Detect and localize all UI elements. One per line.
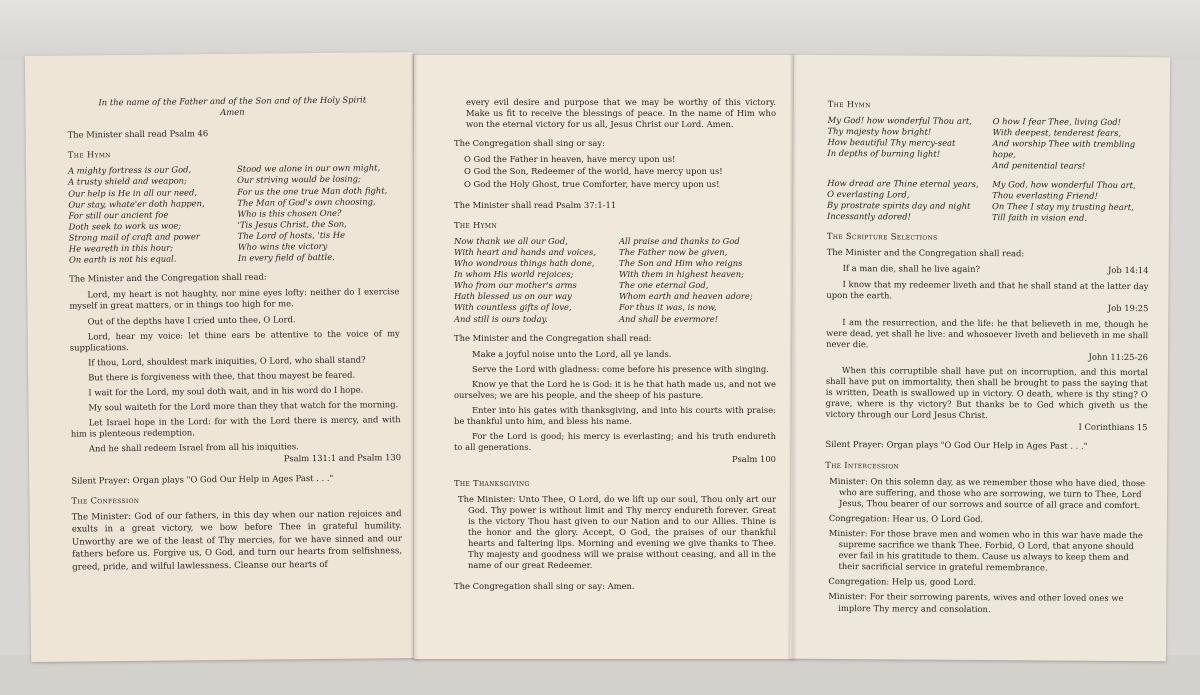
- psalm-verse: Enter into his gates with thanksgiving, and into his courts with praise: be thankful unto him, and bless his name.: [454, 405, 776, 427]
- hymn-line: Our striving would be losing;: [237, 174, 361, 186]
- hymn-line: With deepest, tenderest fears,: [992, 127, 1122, 139]
- hymn-line: For thus it was, is now,: [619, 302, 717, 313]
- psalm-verse: Out of the depths have I cried unto thee, O Lord.: [87, 313, 296, 326]
- hymn-column-2: [619, 236, 776, 325]
- hymn-line: By prostrate spirits day and night: [827, 199, 971, 211]
- psalm37-note: The Minister shall read Psalm 37:1-11: [454, 199, 617, 210]
- hymn-heading: The Hymn: [454, 219, 497, 230]
- read-note: The Minister and the Congregation shall read:: [454, 332, 652, 343]
- thanksgiving-heading: The Thanksgiving: [454, 477, 530, 488]
- hymn-line: The one eternal God,: [619, 280, 709, 291]
- hymn-heading: The Hymn: [827, 98, 871, 110]
- hymn-line: In whom His world rejoices;: [454, 269, 574, 280]
- read-note: The Minister and the Congregation shall read:: [69, 271, 267, 284]
- hymn-stanza-2: [827, 177, 1149, 224]
- hymn-line: He weareth in this hour;: [68, 242, 174, 254]
- psalm-verse: Serve the Lord with gladness: come before his presence with singing.: [472, 363, 769, 374]
- psalm-verse: I wait for the Lord, my soul doth wait, and in his word do I hope.: [88, 384, 364, 398]
- hymn-column-1: [454, 236, 611, 325]
- scripture-text: I know that my redeemer liveth and that he shall stand at the latter day upon the earth.: [826, 279, 1149, 301]
- hymn-line: Strong mail of craft and power: [68, 231, 200, 243]
- thanksgiving-text: The Minister: Unto Thee, O Lord, do we lift up our soul, Thou only art our God. Thy power is without limit and Thy mercy endureth forever. Great is the victory Thou hast given to our Nation and to our Allies. Thine is the honor and the glory. Accept, O God, the praises of our thankful hearts and faltering lips. Morning and evening we give thanks to Thee. Thy majesty and goodness will we praise without ceasing, and all in the name of our great Redeemer.: [458, 493, 776, 571]
- program-panel-left: [25, 52, 419, 662]
- hymn-line: Who wins the victory: [237, 240, 328, 252]
- hymn-column-1: [827, 177, 984, 222]
- hymn-line: The Lord of hosts, 'tis He: [237, 229, 346, 241]
- hymn-line: How dread are Thine eternal years,: [827, 177, 979, 189]
- scripture-reference: Job 14:14: [1108, 265, 1149, 276]
- hymn-line: 'Tis Jesus Christ, the Son,: [237, 218, 347, 230]
- hymn-line: In every field of battle.: [237, 251, 335, 263]
- hymn-line: The Son and Him who reigns: [619, 258, 743, 269]
- psalm-verse: For the Lord is good; his mercy is everlasting; and his truth endureth to all generations.: [454, 431, 776, 453]
- hymn-line: O everlasting Lord,: [827, 188, 910, 200]
- hymn-line: Whom earth and heaven adore;: [619, 291, 753, 302]
- hymn-line: The Father now be given,: [619, 246, 728, 257]
- intercession-response: Congregation: Hear us, O Lord God.: [828, 512, 984, 524]
- intercession-minister: Minister: On this solemn day, as we remember those who have died, those who are suffering, and those who are sorrowing, we turn to Thee, Lord Jesus, Thou bearer of our sorrows and source of all grace and comfort.: [829, 475, 1146, 510]
- hymn-line: With them in highest heaven;: [619, 269, 744, 280]
- hymn-line: On Thee I stay my trusting heart,: [992, 200, 1134, 212]
- scripture-text: I am the resurrection, and the life: he that believeth in me, though he were dead, yet shall he live: and whosoever liveth and believeth in me shall never die.: [826, 316, 1149, 349]
- scripture-text: If a man die, shall he live again?: [842, 263, 981, 275]
- confession-continuation: every evil desire and purpose that we may be worthy of this victory. Make us fit to receive the blessings of peace. In the name of Him who won the eternal victory for us all, Jesus Christ our Lord. Amen.: [466, 97, 776, 130]
- hymn-line: And still is ours today.: [454, 313, 548, 324]
- fold-crease-left: [411, 54, 417, 659]
- scripture-heading: The Scripture Selections: [826, 230, 938, 242]
- hymn-verses: [454, 236, 776, 325]
- hymn-line: With countless gifts of love,: [454, 302, 572, 313]
- hymn-column-1: [827, 115, 984, 172]
- kyrie-line: O God the Holy Ghost, true Comforter, have mercy upon us!: [464, 178, 720, 189]
- hymn-line: Thy majesty how bright!: [827, 126, 932, 137]
- scripture-reference: Job 19:25: [1107, 303, 1149, 314]
- hymn-line: My God, how wonderful Thou art,: [992, 178, 1136, 190]
- amen-note: The Congregation shall sing or say: Amen.: [454, 581, 635, 592]
- read-note: The Minister and the Congregation shall read:: [826, 246, 1025, 259]
- silent-prayer: Silent Prayer: Organ plays "O God Our Help in Ages Past . . .": [825, 439, 1088, 452]
- hymn-line: Who is this chosen One?: [237, 207, 342, 219]
- hymn-column-2: [992, 116, 1149, 173]
- hymn-line: And worship Thee with trembling hope,: [992, 138, 1136, 160]
- hymn-line: And shall be evermore!: [619, 313, 719, 324]
- hymn-line: For still our ancient foe: [68, 209, 169, 221]
- hymn-line: With heart and hands and voices,: [454, 246, 596, 257]
- scripture-selection: [827, 263, 1149, 276]
- hymn-line: Thou everlasting Friend!: [992, 189, 1098, 201]
- psalm-verse: But there is forgiveness with thee, that thou mayest be feared.: [88, 369, 356, 383]
- invocation: In the name of the Father and of the Son and of the Holy Spirit: [98, 94, 367, 108]
- psalm-verse: Know ye that the Lord he is God: it is he that hath made us, and not we ourselves; we are his people, and the sheep of his pasture.: [454, 378, 776, 400]
- psalm-verse: Make a joyful noise unto the Lord, all ye lands.: [472, 348, 672, 359]
- psalm-verse: Lord, my heart is not haughty, nor mine eyes lofty: neither do I exercise myself in great matters, or in things too high for me.: [69, 286, 400, 312]
- program-panel-middle: [414, 55, 794, 659]
- hymn-verses: [68, 163, 399, 266]
- scripture-reference: John 11:25-26: [1088, 351, 1149, 362]
- hymn-line: My God! how wonderful Thou art,: [827, 115, 972, 127]
- psalm-citation: Psalm 131:1 and Psalm 130: [283, 452, 402, 464]
- hymn-line: On earth is not his equal.: [68, 253, 177, 265]
- hymn-line: Who wondrous things hath done,: [454, 258, 595, 269]
- fold-crease-right: [790, 54, 796, 659]
- psalm-verse: If thou, Lord, shouldest mark iniquities, O Lord, who shall stand?: [87, 354, 366, 368]
- hymn-stanza-1: [827, 115, 1149, 173]
- intercession-minister: Minister: For those brave men and women who in this war have made the supreme sacrifice we thank Thee. Forbid, O Lord, that anyone should ever fail in his gratitude to them. Cause us always to keep them and their sacrificial service in grateful remembrance.: [828, 527, 1143, 573]
- silent-prayer: Silent Prayer: Organ plays "O God Our Help in Ages Past . . .": [71, 472, 334, 486]
- hymn-line: A mighty fortress is our God,: [67, 164, 192, 176]
- background-bottom: [0, 655, 1200, 695]
- hymn-line: Incessantly adored!: [826, 210, 911, 222]
- hymn-column-1: [68, 164, 230, 266]
- hymn-line: Stood we alone in our own might,: [236, 162, 381, 175]
- hymn-line: In depths of burning light!: [827, 148, 941, 160]
- psalm46-note: The Minister shall read Psalm 46: [67, 128, 209, 140]
- hymn-line: Now thank we all our God,: [454, 235, 568, 246]
- hymn-line: How beautiful Thy mercy-seat: [827, 137, 956, 149]
- invocation-amen: Amen: [220, 106, 245, 118]
- kyrie-line: O God the Father in heaven, have mercy upon us!: [464, 154, 676, 165]
- confession-text: The Minister: God of our fathers, in this day when our nation rejoices and exults in a great victory, we bow before Thee in grateful humility. Unworthy are we of the least of Thy mercies, for we have sinned and our fathers before us. Forgive us, O God, and turn our hearts from selfishness, greed, pride, and wilful lawlessness. Cleanse our hearts of: [71, 508, 403, 573]
- hymn-line: Till faith in vision end.: [991, 211, 1088, 223]
- hymn-line: Hath blessed us on our way: [454, 291, 572, 302]
- kyrie-line: O God the Son, Redeemer of the world, have mercy upon us!: [464, 166, 723, 177]
- intercession-response: Congregation: Help us, good Lord.: [828, 576, 977, 588]
- hymn-line: Our help is He in all our need,: [68, 186, 198, 199]
- scripture-text: When this corruptible shall have put on incorruption, and this mortal shall have put on immortality, then shall be brought to pass the saying that is written, Death is swallowed up in victory. O death, where is thy sting? O grave, where is thy victory? But thanks be to God which giveth us the victory through our Lord Jesus Christ.: [825, 364, 1148, 421]
- psalm-verse: And he shall redeem Israel from all his iniquities.: [88, 441, 299, 454]
- intercession-heading: The Intercession: [825, 459, 900, 470]
- hymn-line: Our stay, whate'er doth happen,: [68, 197, 205, 210]
- hymn-line: All praise and thanks to God: [619, 235, 740, 246]
- hymn-line: And penitential tears!: [992, 160, 1086, 172]
- congregation-note: The Congregation shall sing or say:: [454, 138, 605, 149]
- psalm-verse: Let Israel hope in the Lord: for with the Lord there is mercy, and with him is plenteous redemption.: [70, 414, 401, 439]
- hymn-line: The Man of God's own choosing,: [237, 196, 376, 208]
- psalm-citation: Psalm 100: [732, 454, 776, 465]
- hymn-line: Doth seek to work us woe;: [68, 220, 182, 232]
- program-panel-right: [790, 55, 1170, 662]
- hymn-line: Who from our mother's arms: [454, 280, 577, 291]
- scripture-reference: I Corinthians 15: [1078, 422, 1148, 433]
- hymn-column-2: [992, 179, 1149, 224]
- hymn-line: A trusty shield and weapon;: [68, 175, 187, 188]
- confession-heading: The Confession: [71, 494, 140, 506]
- psalm-verse: Lord, hear my voice: let thine ears be attentive to the voice of my supplications.: [69, 327, 400, 353]
- intercession-minister: Minister: For their sorrowing parents, wives and other loved ones we implore Thy mercy and consolation.: [828, 591, 1124, 614]
- hymn-line: O how I fear Thee, living God!: [992, 116, 1122, 128]
- psalm-verse: My soul waiteth for the Lord more than they that watch for the morning.: [88, 399, 399, 413]
- hymn-heading: The Hymn: [67, 149, 111, 160]
- background-top: [0, 0, 1200, 60]
- hymn-column-2: [237, 163, 399, 265]
- hymn-line: For us the one true Man doth fight,: [237, 184, 388, 197]
